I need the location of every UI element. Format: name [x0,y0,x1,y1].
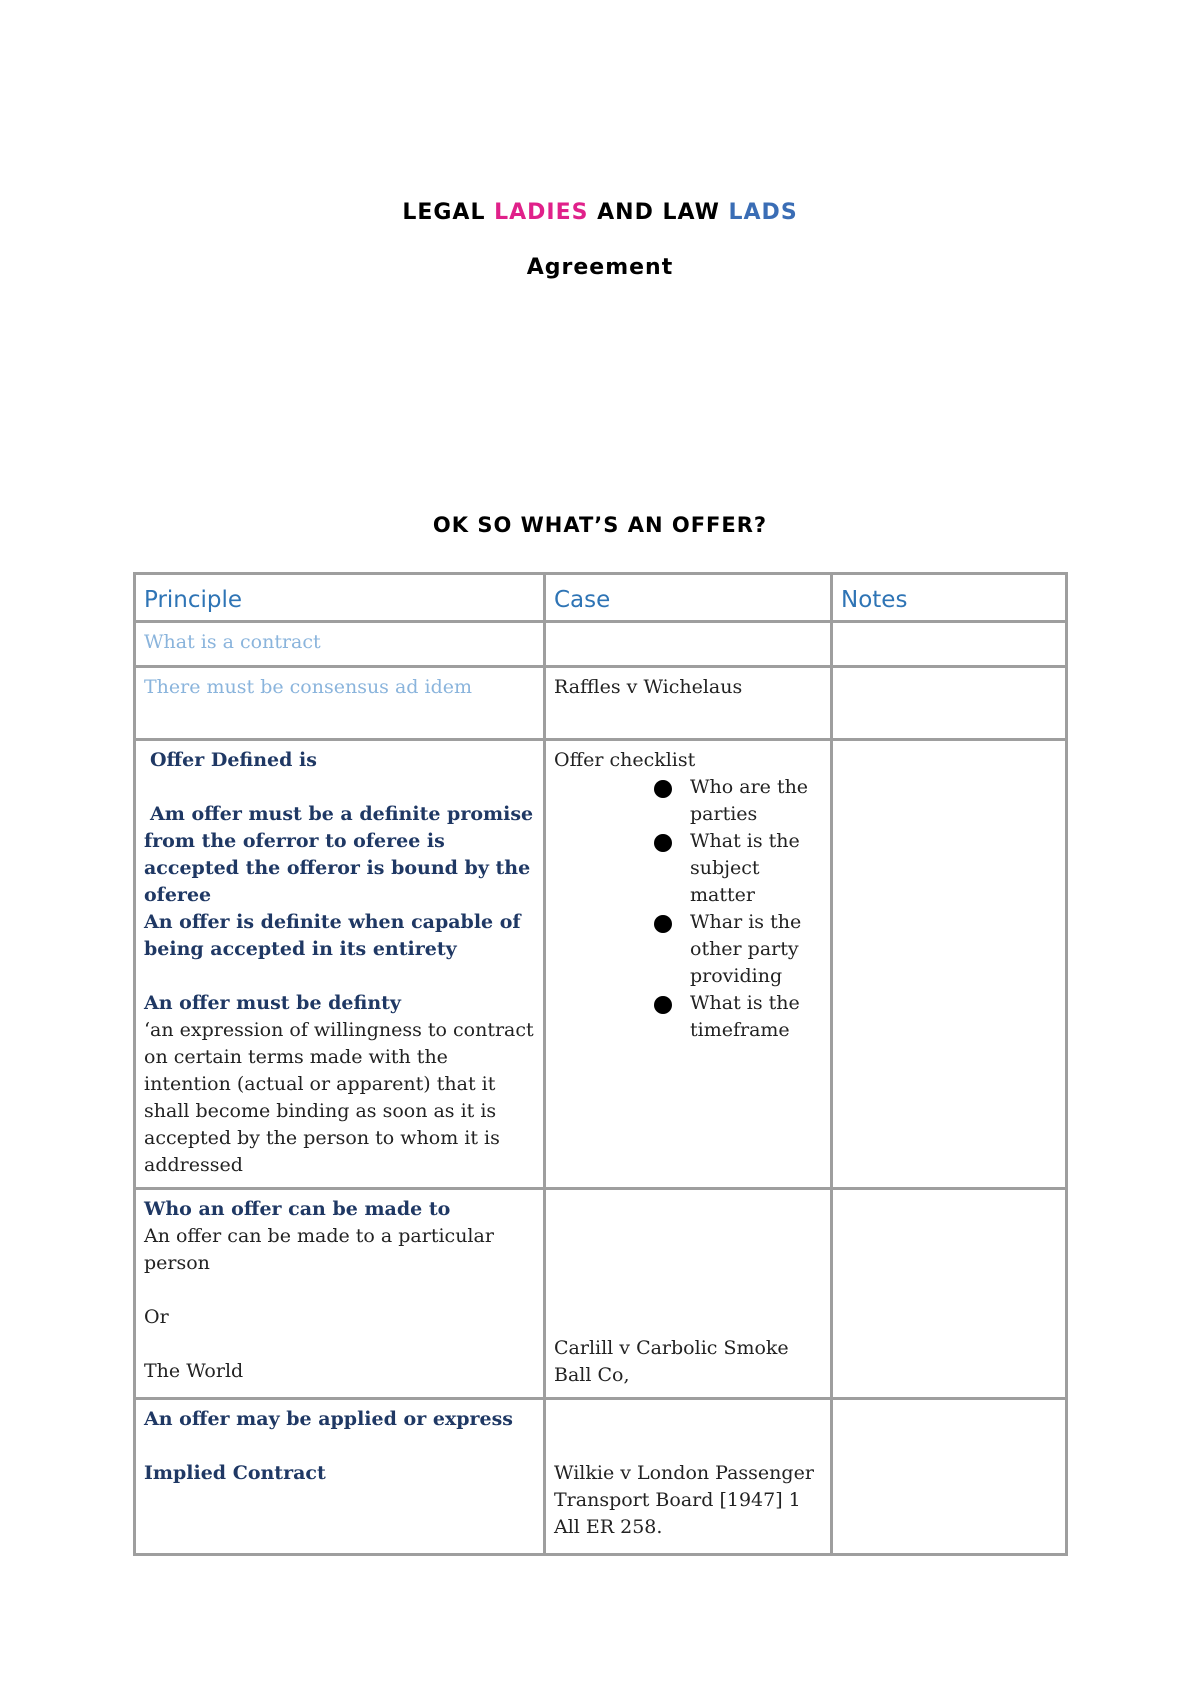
notes-cell [832,667,1067,740]
notes-cell [832,1399,1067,1555]
table-row [135,622,1067,667]
list-item [654,828,822,909]
case-cell [545,1399,832,1555]
bullet-icon [654,834,672,852]
table-header-row [135,574,1067,622]
notes-cell [832,1189,1067,1399]
list-item [654,909,822,990]
principle-sub: Implied Contract [144,1462,326,1484]
case-text: Carlill v Carbolic Smoke Ball Co, [554,1337,789,1386]
notes-cell [832,622,1067,667]
offer-checklist [554,774,822,1044]
title-lads: LADS [728,200,798,225]
header-principle: Principle [135,574,545,622]
list-item [654,774,822,828]
principle-definty: An offer must be definty [144,992,401,1014]
checklist-item-text: Whar is the other party providing [690,911,802,987]
principle-cell [135,740,545,1189]
principle-text: An offer can be made to a particular person [144,1225,494,1274]
checklist-item-text: What is the timeframe [690,992,800,1041]
bullet-icon [654,915,672,933]
principle-cell [135,1399,545,1555]
bullet-icon [654,780,672,798]
principle-heading: Who an offer can be made to [144,1198,451,1220]
table-row [135,740,1067,1189]
principle-or: Or [144,1306,169,1328]
header-case: Case [545,574,832,622]
principle-cell: What is a contract [135,622,545,667]
notes-cell [832,740,1067,1189]
title-middle: AND LAW [588,200,729,225]
checklist-item-text: Who are the parties [690,776,809,825]
table-row [135,1189,1067,1399]
principle-definite: An offer is definite when capable of being accepted in its entirety [144,911,521,960]
principle-world: The World [144,1360,244,1382]
case-cell [545,622,832,667]
principle-definition: Am offer must be a definite promise from the oferror to oferee is accepted the offeror is bound by the oferee [144,803,534,906]
section-heading: OK SO WHAT’S AN OFFER? [432,513,768,537]
table-row [135,1399,1067,1555]
checklist-title: Offer checklist [554,749,696,771]
principle-heading: An offer may be applied or express [144,1408,514,1430]
title-ladies: LADIES [494,200,589,225]
case-text: Wilkie v London Passenger Transport Board [1947] 1 All ER 258. [554,1462,814,1538]
case-cell: Raffles v Wichelaus [545,667,832,740]
list-item [654,990,822,1044]
offer-table [133,572,1068,1556]
principle-cell: There must be consensus ad idem [135,667,545,740]
header-notes: Notes [832,574,1067,622]
case-cell [545,1189,832,1399]
document-title [0,200,1200,225]
principle-cell [135,1189,545,1399]
case-cell [545,740,832,1189]
principle-quote: ‘an expression of willingness to contract on certain terms made with the intention (actual or apparent) that it shall become binding as soon as it is accepted by the person to whom it is addressed [144,1019,534,1176]
document-subtitle: Agreement [526,255,674,280]
bullet-icon [654,996,672,1014]
title-prefix: LEGAL [402,200,495,225]
table-row [135,667,1067,740]
checklist-item-text: What is the subject matter [690,830,800,906]
principle-heading: Offer Defined is [150,749,317,771]
